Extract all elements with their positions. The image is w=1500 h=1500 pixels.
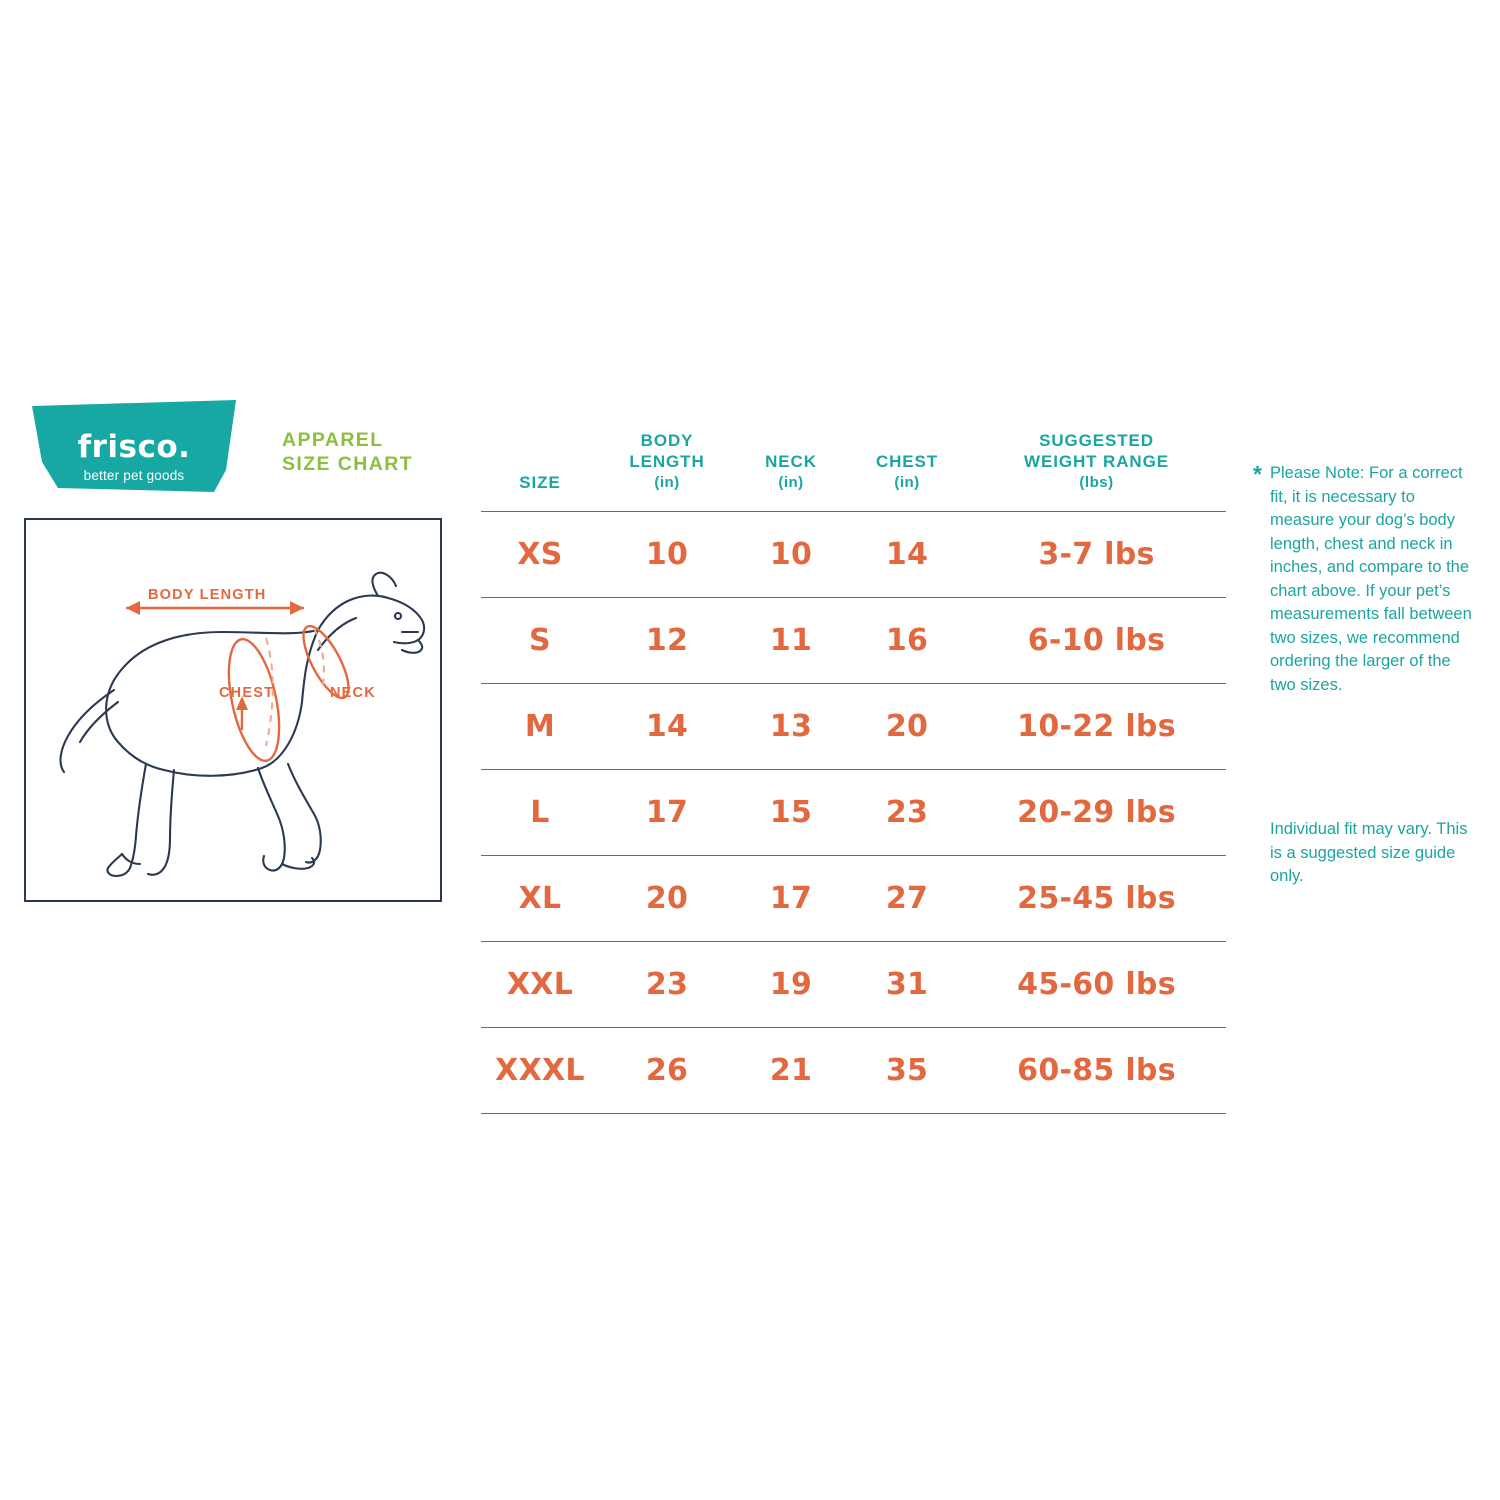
- cell-neck: 17: [735, 856, 847, 942]
- col-header-chest: [847, 430, 967, 512]
- cell-neck: 11: [735, 598, 847, 684]
- cell-chest: 20: [847, 684, 967, 770]
- brand-text-group: [28, 400, 240, 483]
- col-header-neck-unit: (in): [778, 474, 804, 491]
- col-header-chest-label: CHEST: [875, 452, 939, 471]
- diagram-label-chest: CHEST: [219, 685, 275, 701]
- cell-size: L: [481, 770, 599, 856]
- brand-tagline: better pet goods: [83, 468, 185, 483]
- col-header-weight-l1: SUGGESTED: [1039, 431, 1154, 450]
- diagram-labels: [26, 520, 440, 900]
- size-chart-table: [481, 430, 1226, 1114]
- cell-body-length: 10: [599, 512, 735, 598]
- table-header-row: [481, 430, 1226, 512]
- cell-size: XXL: [481, 942, 599, 1028]
- table-row: [481, 512, 1226, 598]
- cell-chest: 14: [847, 512, 967, 598]
- table-row: [481, 598, 1226, 684]
- col-header-chest-unit: (in): [894, 474, 920, 491]
- cell-body-length: 12: [599, 598, 735, 684]
- dog-measurement-diagram: [24, 518, 442, 902]
- col-header-weight-unit: (lbs): [1079, 474, 1114, 491]
- size-chart-table-wrap: [481, 430, 1226, 1114]
- cell-size: M: [481, 684, 599, 770]
- cell-neck: 19: [735, 942, 847, 1028]
- cell-body-length: 20: [599, 856, 735, 942]
- cell-size: XXXL: [481, 1028, 599, 1114]
- cell-weight: 6-10 lbs: [967, 598, 1226, 684]
- apparel-title-line2: SIZE CHART: [282, 453, 413, 475]
- asterisk-icon: *: [1253, 461, 1262, 487]
- apparel-title-line1: APPAREL: [282, 429, 384, 451]
- cell-body-length: 23: [599, 942, 735, 1028]
- frisco-logo-badge: [28, 400, 240, 492]
- table-row: [481, 1028, 1226, 1114]
- cell-body-length: 14: [599, 684, 735, 770]
- diagram-label-body-length: BODY LENGTH: [148, 587, 267, 603]
- cell-chest: 23: [847, 770, 967, 856]
- cell-weight: 45-60 lbs: [967, 942, 1226, 1028]
- col-header-body-length-l2: LENGTH: [629, 452, 705, 471]
- cell-weight: 60-85 lbs: [967, 1028, 1226, 1114]
- table-row: [481, 770, 1226, 856]
- cell-chest: 31: [847, 942, 967, 1028]
- col-header-body-length: [599, 430, 735, 512]
- cell-neck: 10: [735, 512, 847, 598]
- cell-neck: 15: [735, 770, 847, 856]
- cell-size: XL: [481, 856, 599, 942]
- brand-name: frisco.: [77, 429, 191, 465]
- cell-neck: 13: [735, 684, 847, 770]
- col-header-neck-label: NECK: [765, 452, 817, 471]
- please-note-block: [1253, 462, 1475, 697]
- diagram-label-neck: NECK: [330, 685, 376, 701]
- cell-chest: 16: [847, 598, 967, 684]
- col-header-weight: [967, 430, 1226, 512]
- individual-fit-note: Individual fit may vary. This is a suggested size guide only.: [1270, 820, 1468, 885]
- cell-size: XS: [481, 512, 599, 598]
- cell-size: S: [481, 598, 599, 684]
- please-note-text: Please Note: For a correct fit, it is necessary to measure your dog’s body length, chest and neck in inches, and compare to the chart above. If your pet’s measurements fall between two sizes, we recommend ordering the larger of the two sizes.: [1270, 464, 1472, 694]
- cell-body-length: 17: [599, 770, 735, 856]
- cell-weight: 25-45 lbs: [967, 856, 1226, 942]
- col-header-body-length-unit: (in): [654, 474, 680, 491]
- col-header-body-length-l1: BODY: [640, 431, 694, 450]
- table-row: [481, 684, 1226, 770]
- cell-body-length: 26: [599, 1028, 735, 1114]
- col-header-size-label: SIZE: [519, 473, 561, 492]
- apparel-size-chart-title: [282, 428, 512, 476]
- table-body: [481, 512, 1226, 1114]
- col-header-weight-l2: WEIGHT RANGE: [1024, 452, 1169, 471]
- table-row: [481, 856, 1226, 942]
- cell-chest: 27: [847, 856, 967, 942]
- table-row: [481, 942, 1226, 1028]
- cell-chest: 35: [847, 1028, 967, 1114]
- col-header-neck: [735, 430, 847, 512]
- cell-weight: 3-7 lbs: [967, 512, 1226, 598]
- table-header: [481, 430, 1226, 512]
- cell-weight: 20-29 lbs: [967, 770, 1226, 856]
- cell-weight: 10-22 lbs: [967, 684, 1226, 770]
- col-header-size: [481, 430, 599, 512]
- cell-neck: 21: [735, 1028, 847, 1114]
